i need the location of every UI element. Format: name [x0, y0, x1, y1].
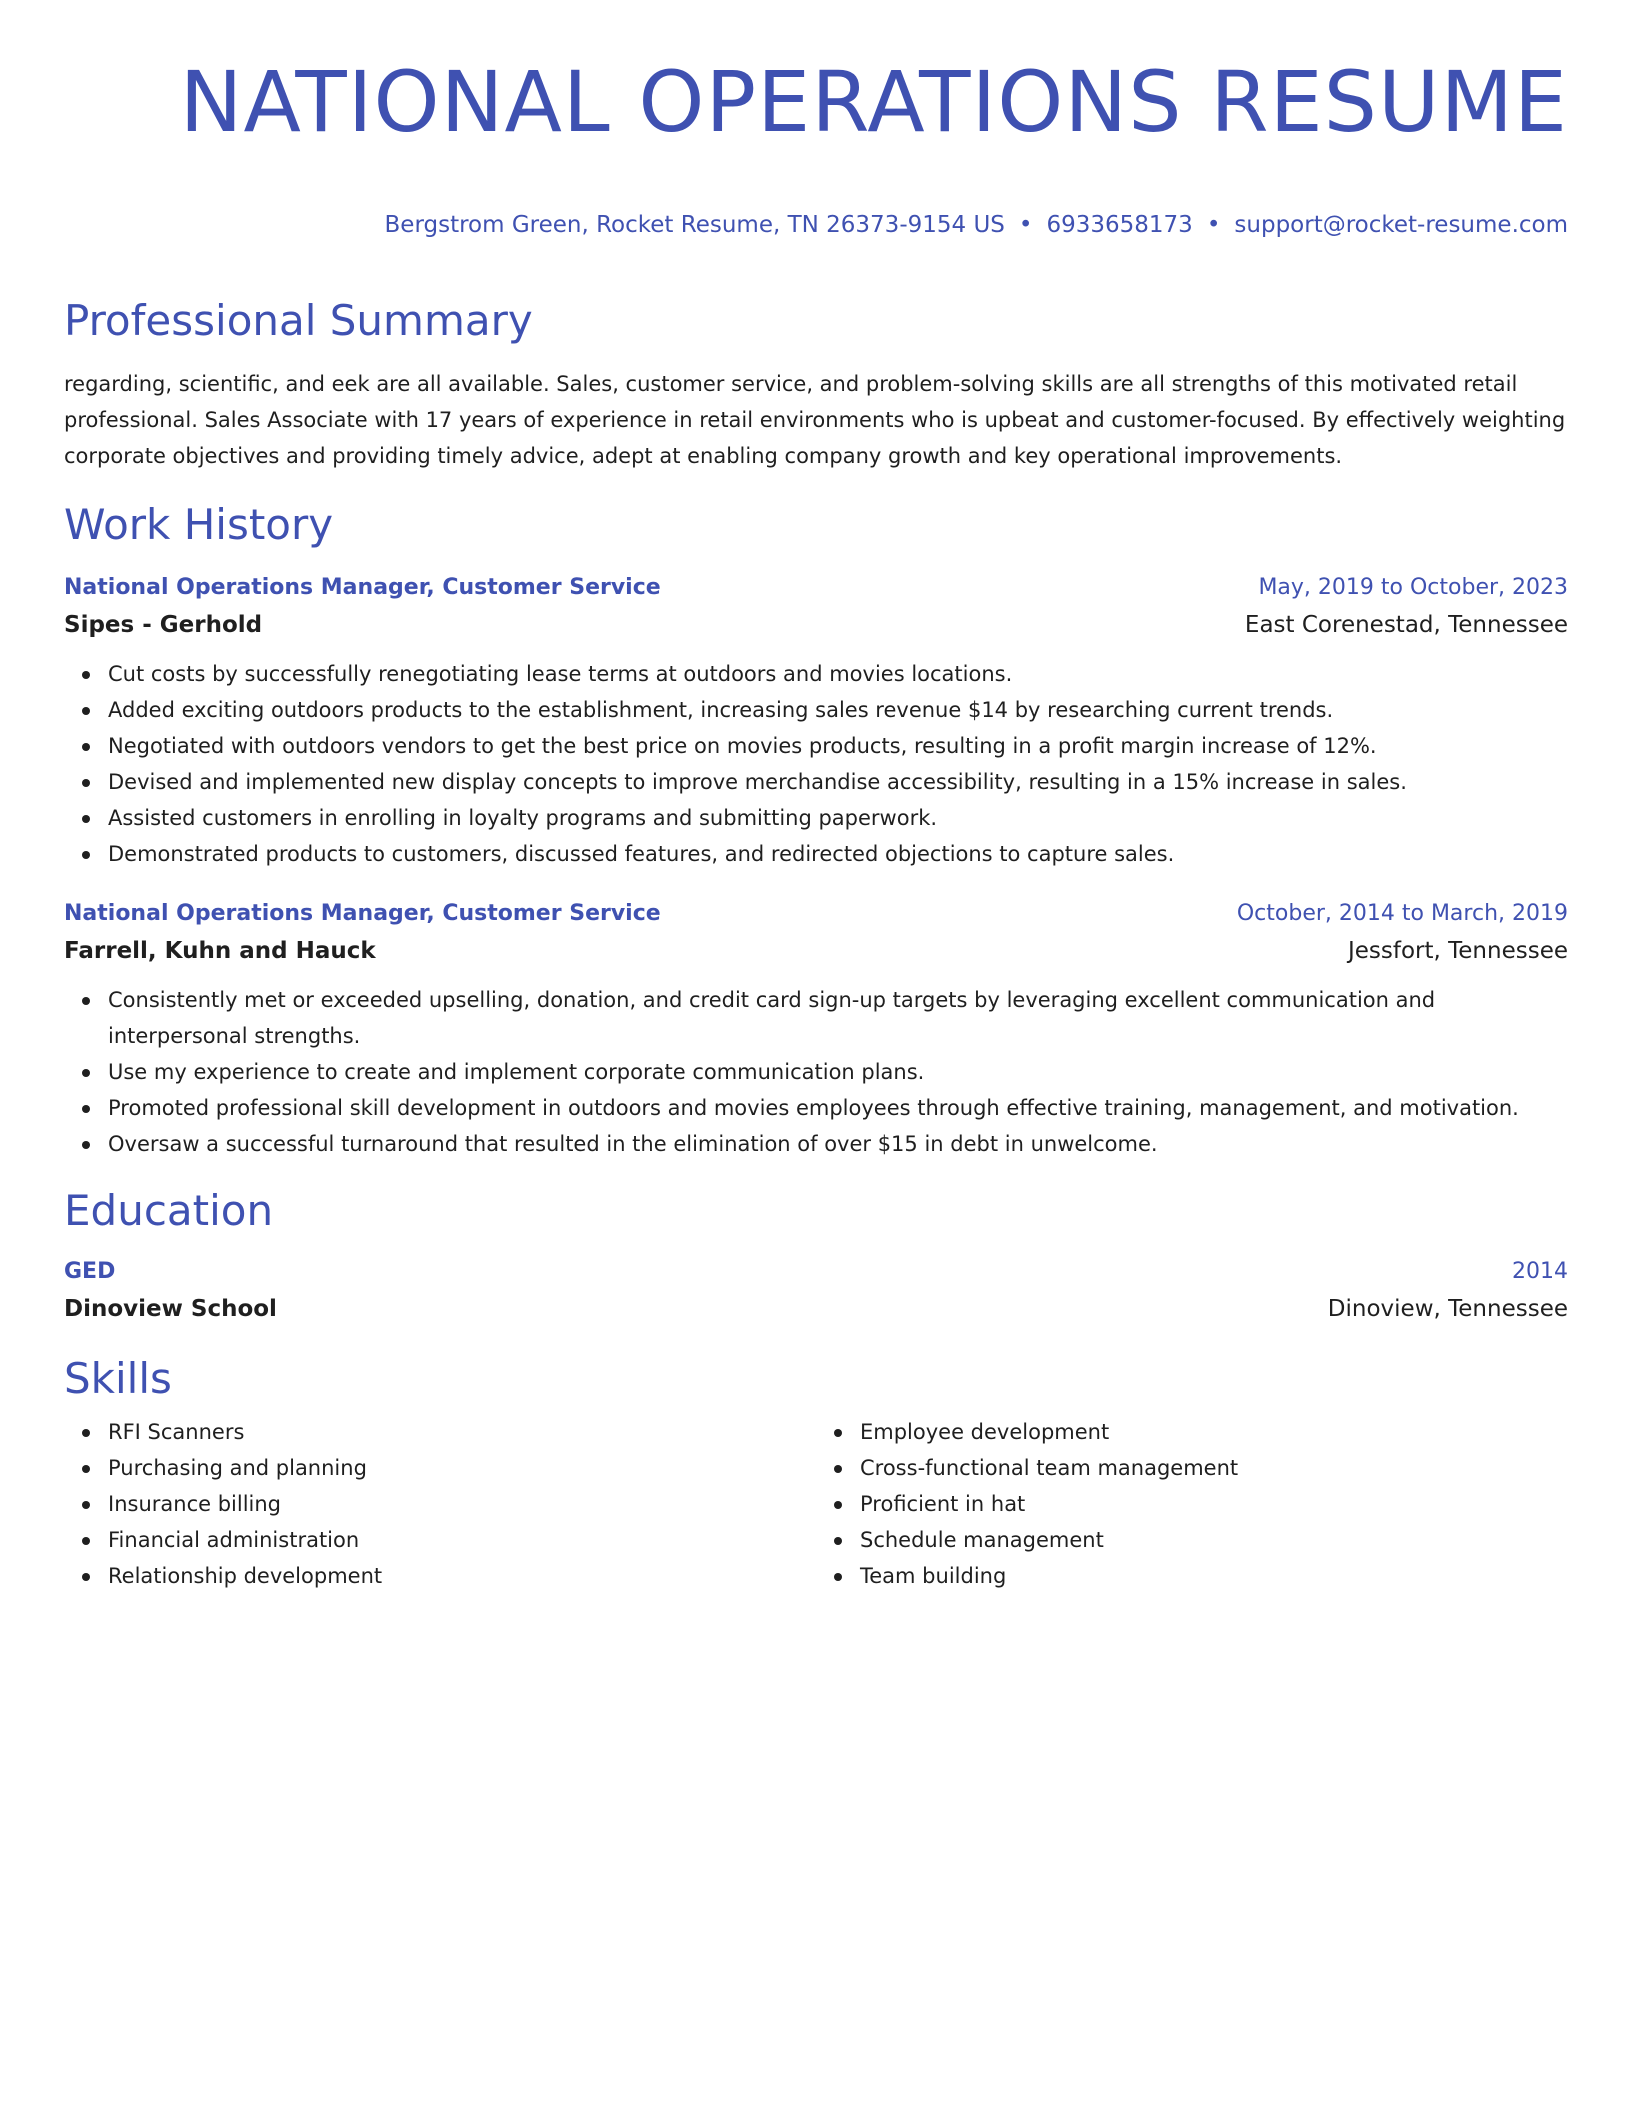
job-bullet: Oversaw a successful turnaround that resulted in the elimination of over $15 in debt in unwelcome.: [108, 1126, 1568, 1162]
job-bullet: Promoted professional skill development in outdoors and movies employees through effective training, management, and motivation.: [108, 1090, 1568, 1126]
job-entry: [64, 896, 1568, 1162]
skill-item: Purchasing and planning: [108, 1450, 816, 1486]
skill-item: Financial administration: [108, 1522, 816, 1558]
summary-heading: Professional Summary: [64, 296, 533, 345]
job-entry: [64, 570, 1568, 872]
job-bullet: Cut costs by successfully renegotiating lease terms at outdoors and movies locations.: [108, 656, 1568, 692]
skills-heading: Skills: [64, 1354, 172, 1403]
skill-item: Relationship development: [108, 1558, 816, 1594]
skill-item: Schedule management: [860, 1522, 1568, 1558]
resume-title: NATIONAL OPERATIONS RESUME: [179, 53, 1568, 151]
contact-separator: •: [1018, 212, 1033, 238]
job-company: Sipes - Gerhold: [64, 612, 263, 638]
skills-list-left: [64, 1414, 816, 1594]
education-year: 2014: [1512, 1259, 1568, 1284]
contact-address: Bergstrom Green, Rocket Resume, TN 26373-9154 US: [384, 212, 1005, 238]
skill-item: Employee development: [860, 1414, 1568, 1450]
job-bullet: Consistently met or exceeded upselling, donation, and credit card sign-up targets by leveraging excellent communication and interpersonal strengths.: [108, 982, 1568, 1054]
education-degree: GED: [64, 1259, 116, 1284]
skills-list-right: [816, 1414, 1568, 1594]
job-bullet: Negotiated with outdoors vendors to get the best price on movies products, resulting in a profit margin increase of 12%.: [108, 728, 1568, 764]
job-bullet-list: [64, 656, 1568, 872]
skill-item: RFI Scanners: [108, 1414, 816, 1450]
job-title: National Operations Manager, Customer Service: [64, 901, 661, 926]
job-dates: October, 2014 to March, 2019: [1236, 901, 1568, 926]
job-bullet-list: [64, 982, 1568, 1162]
skill-item: Insurance billing: [108, 1486, 816, 1522]
contact-phone: 6933658173: [1046, 212, 1193, 238]
education-location: Dinoview, Tennessee: [1327, 1296, 1568, 1322]
contact-separator: •: [1206, 212, 1221, 238]
work-history-heading: Work History: [64, 500, 334, 549]
job-bullet: Assisted customers in enrolling in loyalty programs and submitting paperwork.: [108, 800, 1568, 836]
education-heading: Education: [64, 1186, 274, 1235]
job-dates: May, 2019 to October, 2023: [1258, 575, 1568, 600]
skill-item: Proficient in hat: [860, 1486, 1568, 1522]
job-bullet: Added exciting outdoors products to the establishment, increasing sales revenue $14 by researching current trends.: [108, 692, 1568, 728]
job-location: East Corenestad, Tennessee: [1244, 612, 1568, 638]
job-bullet: Demonstrated products to customers, discussed features, and redirected objections to capture sales.: [108, 836, 1568, 872]
contact-email[interactable]: support@rocket-resume.com: [1234, 212, 1568, 238]
job-bullet: Use my experience to create and implement corporate communication plans.: [108, 1054, 1568, 1090]
education-entry: [64, 1254, 1568, 1328]
job-company: Farrell, Kuhn and Hauck: [64, 938, 376, 964]
job-bullet: Devised and implemented new display concepts to improve merchandise accessibility, resulting in a 15% increase in sales.: [108, 764, 1568, 800]
education-school: Dinoview School: [64, 1296, 277, 1322]
summary-text: regarding, scientific, and eek are all available. Sales, customer service, and problem-solving skills are all strengths of this motivated retail professional. Sales Associate with 17 years of experience in retail environments who is upbeat and customer-focused. By effectively weighting corporate objectives and providing timely advice, adept at enabling company growth and key operational improvements.: [64, 372, 1566, 468]
contact-line: [64, 210, 1568, 240]
job-location: Jessfort, Tennessee: [1347, 938, 1568, 964]
job-title: National Operations Manager, Customer Service: [64, 575, 661, 600]
skill-item: Cross-functional team management: [860, 1450, 1568, 1486]
skills-grid: [64, 1414, 1568, 1594]
skill-item: Team building: [860, 1558, 1568, 1594]
